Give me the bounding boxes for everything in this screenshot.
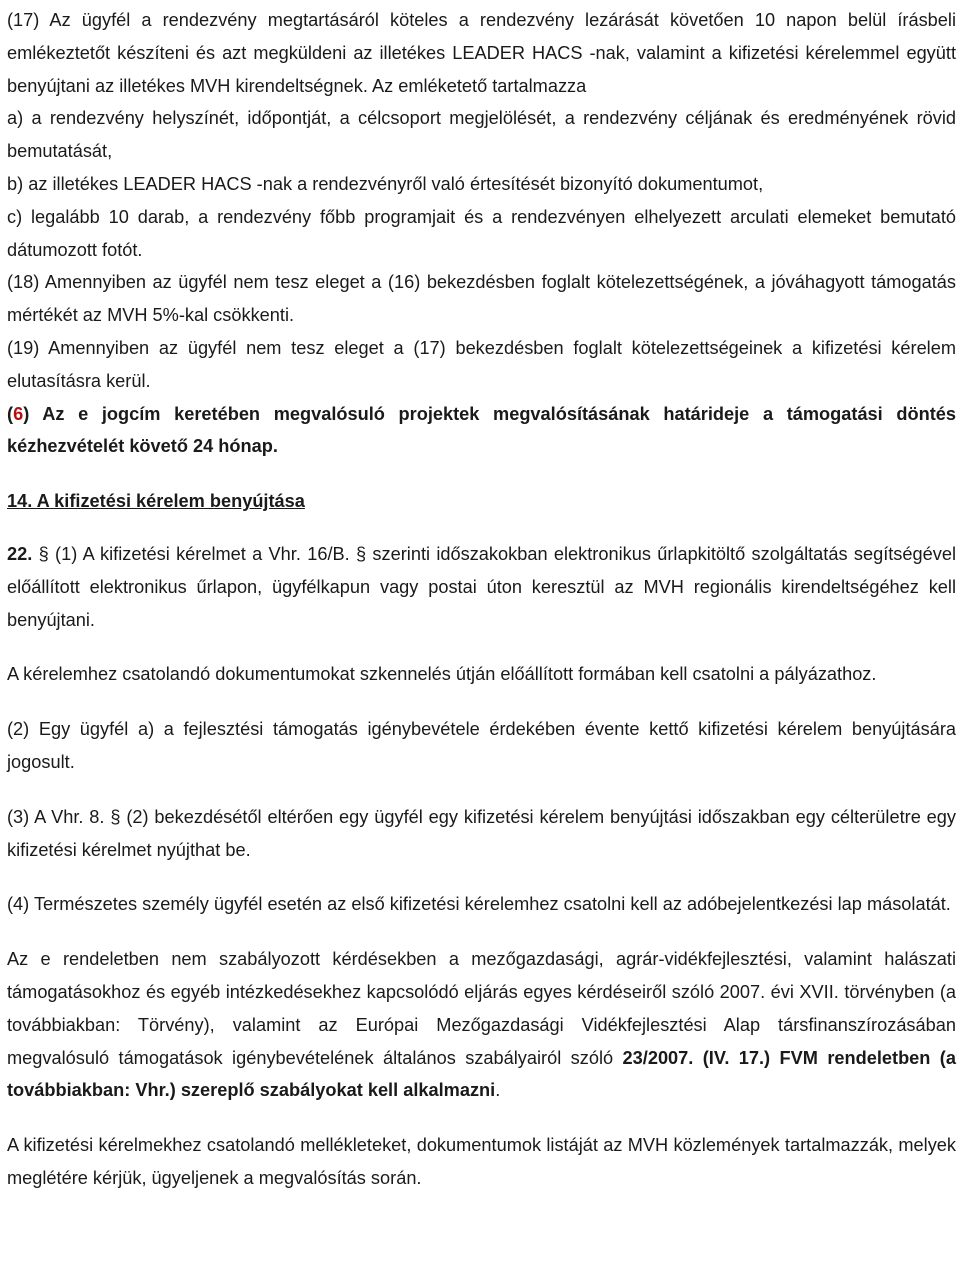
paragraph-17-item-b: b) az illetékes LEADER HACS -nak a rendezvényről való értesítését bizonyító dokumentumot, [7, 173, 764, 194]
paragraph-annexes: A kifizetési kérelmekhez csatolandó mellékleteket, dokumentumok listáját az MVH közlemények tartalmazzák, melyek meglétére kérjük, ügyeljenek a megvalósítás során. [7, 1135, 956, 1188]
paragraph-18: (18) Amennyiben az ügyfél nem tesz eleget a (16) bekezdésben foglalt kötelezettségének, a jóváhagyott támogatás mértékét az MVH 5%-kal csökkenti. [7, 272, 956, 326]
section-heading: 14. A kifizetési kérelem benyújtása [7, 491, 305, 512]
law-text-bold: 23/2007. (IV. 17.) FVM rendeletben (a továbbiakban: Vhr.) szereplő szabályokat kell alkalmazni [7, 1047, 956, 1101]
paragraph-6-open: ( [7, 403, 14, 424]
paragraph-17-item-c: c) legalább 10 darab, a rendezvény főbb programjait és a rendezvényen elhelyezett arculati elemeket bemutató dátumozott fotót. [7, 206, 956, 260]
paragraph-6-deadline [7, 398, 956, 464]
paragraph-17-item-a: a) a rendezvény helyszínét, időpontját, a célcsoport megjelölését, a rendezvény céljának és eredményének rövid bemutatását, [7, 108, 956, 162]
paragraph-attachments: A kérelemhez csatolandó dokumentumokat szkennelés útján előállított formában kell csatolni a pályázathoz. [7, 664, 877, 685]
paragraph-17-intro: (17) Az ügyfél a rendezvény megtartásáról köteles a rendezvény lezárását követően 10 napon belül írásbeli emlékeztetőt készíteni és azt megküldeni az illetékes LEADER HACS -nak, valamint a kifizetési kérelemmel együtt benyújtani az illetékes MVH kirendeltségnek. Az emléketető tartalmazza [7, 10, 956, 96]
paragraph-applicable-law [7, 943, 956, 1107]
section-22-text: § (1) A kifizetési kérelmet a Vhr. 16/B. § szerinti időszakokban elektronikus űrlapkitöltő szolgáltatás segítségével előállított elektronikus űrlapon, ügyfélkapun vagy postai úton keresztül az MVH regionális kirendeltségéhez kell benyújtani. [7, 543, 956, 630]
paragraph-22-2: (2) Egy ügyfél a) a fejlesztési támogatás igénybevétele érdekében évente kettő kifizetési kérelem benyújtására jogosult. [7, 719, 956, 772]
law-text-plain: Az e rendeletben nem szabályozott kérdésekben a mezőgazdasági, agrár-vidékfejlesztési, valamint halászati támogatásokhoz és egyéb intézkedésekhez kapcsolódó eljárás egyes kérdéseiről szóló 2007. évi XVII. törvényben (a továbbiakban: Törvény), valamint az Európai Mezőgazdasági Vidékfejlesztési Alap társfinanszírozásában megvalósuló támogatások igénybevételének általános szabályairól szóló [7, 949, 956, 1068]
paragraph-22-4: (4) Természetes személy ügyfél esetén az első kifizetési kérelemhez csatolni kell az adóbejelentkezési lap másolatát. [7, 894, 951, 915]
paragraph-6-number: 6 [13, 403, 24, 424]
paragraph-19: (19) Amennyiben az ügyfél nem tesz eleget a (17) bekezdésben foglalt kötelezettségeinek a kifizetési kérelem elutasításra kerül. [7, 337, 956, 391]
section-22-number: 22. [7, 543, 33, 564]
paragraph-22-3: (3) A Vhr. 8. § (2) bekezdésétől eltérően egy ügyfél egy kifizetési kérelem benyújtási időszakban egy célterületre egy kifizetési kérelmet nyújthat be. [7, 806, 956, 860]
paragraph-22-1 [7, 538, 956, 636]
law-text-end: . [495, 1080, 501, 1101]
paragraph-6-text: ) Az e jogcím keretében megvalósuló projektek megvalósításának határideje a támogatási döntés kézhezvételét követő 24 hónap. [7, 403, 956, 457]
